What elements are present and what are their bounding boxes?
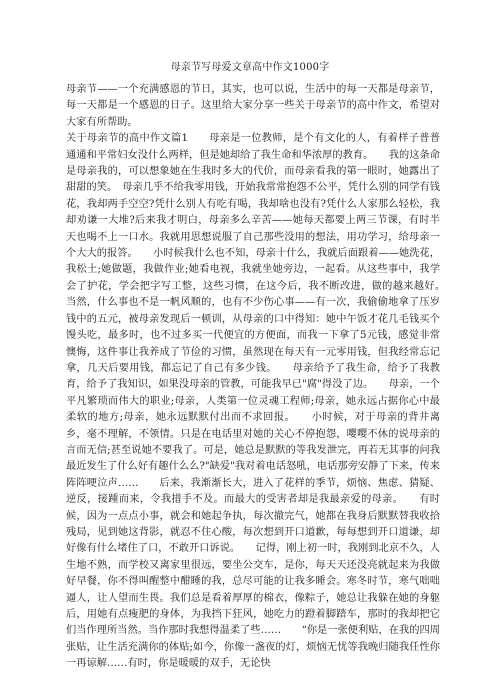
- document-title: 母亲节写母爱文章高中作文1000字: [170, 62, 330, 73]
- intro-paragraph: 母亲节——一个充满感恩的节日，其实，也可以说，生活中的每一天都是母亲节，每一天都是一个感恩的日子。这里给大家分享一些关于母亲节的高中作文，希望对大家有所帮助。: [66, 84, 440, 128]
- essay-paragraph: 关于母亲节的高中作文篇1 母亲是一位教师，是个有文化的人，有着样子普普通通和平常妇女没什么两样，但是她却给了我生命和华浓厚的教育。 我的这条命是母亲我的，可以想象她在生我时多大的代价，而母亲看我的第一眼时，她露出了甜甜的笑。 母亲几乎不给我零用钱，开始我常常抱怨不公平，凭什么别的同学有钱花，我却两手空空?凭什么别人有吃有喝，我却啥也没有?凭什么人家那么轻松，我却劝谦一大堆?后来我才明白，母亲多么辛苦——她每天都要上两三节课，有时半天也喝不上一口水。我就用思想说服了自己那些没用的想法，用功学习，给母亲一个大大的报答。 小时候我什么也不知，母亲十什么，我就后面跟着——她洗花，我松土;她做题，我做作业;她看电视，我就坐她旁边，一起看。从这些事中，我学会了护花，学会把字写工整，这些习惯，在这今后，我不断改进，做的越来越好。 当然，什么事也不是一帆风顺的，也有不少伤心事——有一次，我偷偷地拿了压岁钱中的五元，被母亲发现后一顿训，从母亲的口中得知：她中午饭才花几毛钱买个馒头吃，最多时，也不过多买一代便宜的方便面，而我一下拿了5元钱，感觉非常懊悔，这件事让我养成了节俭的习惯，虽然现在每天有一元零用钱，但我经常忘记拿，几天后要用钱，都忘记了自己有多少钱。 母亲给予了我生命，给予了我教育，给予了我知识，如果没母亲的管教，可能我早已"腐"得没了边。 母亲，一个平凡繁琐而伟大的职业;母亲，人类第一位灵魂工程师;母亲，她永远占据你心中最柔软的地方;母亲，她永远默默付出而不求回报。 小时候，对于母亲的背井离乡，毫不理解，不领情。只是在电话里对她的关心不停抱怨，嘤嘤不休的说母亲的言而无信;甚至说她不要我了。可是，她总是默默的等我发泄完，再若无其事的问我最近发生了什么好有趣什么么?"缺爱"我对着电话怒吼，电话那旁安静了下来，传来阵阵哽泣声…… 后来，我渐渐长大，进入了花样的季节，烦恼、焦虑、猜疑、逆反，接踵而来，令我措手不及。而最大的受害者却是我最亲爱的母亲。 有时候，因为一点点小事，就会和她起争执，每次撤完气，她都在我身后默默替我收拾残局，见到她这背影，就忍不住心酸，每次想到开口道歉，每每想到开口道谦，却好像有什么堵住了口，不敢开口诉说。 记得，刚上初一时，我刚到北京不久，人生地不熟，而学校又离家里很远，要坐公交车，是你，每天天还没亮就起来为我做好早餐，你不得叫醒整中酣睡的我，总尽可能的让我多睡会。寒冬时节，寒气咄咄逼人，让人望而生畏。我们总是看着厚厚的棉衣，像粽子，她总让我躲在她的身躯后，用她有点瘦肥的身体，为我挡下狂风，她吃力的蹬着脚踏车，那时的我却把它们当作理所当然。当作那时我想得温柔了些…… “你是一张便利贴，在我的四周张贴，让生活充满你的体贴;如今，你像一盏夜的灯，烦恼无忧等我晚归随我任性你一再谅解……有时，你是暖暖的双手，无论快: [66, 133, 461, 670]
- document-body: [66, 82, 461, 670]
